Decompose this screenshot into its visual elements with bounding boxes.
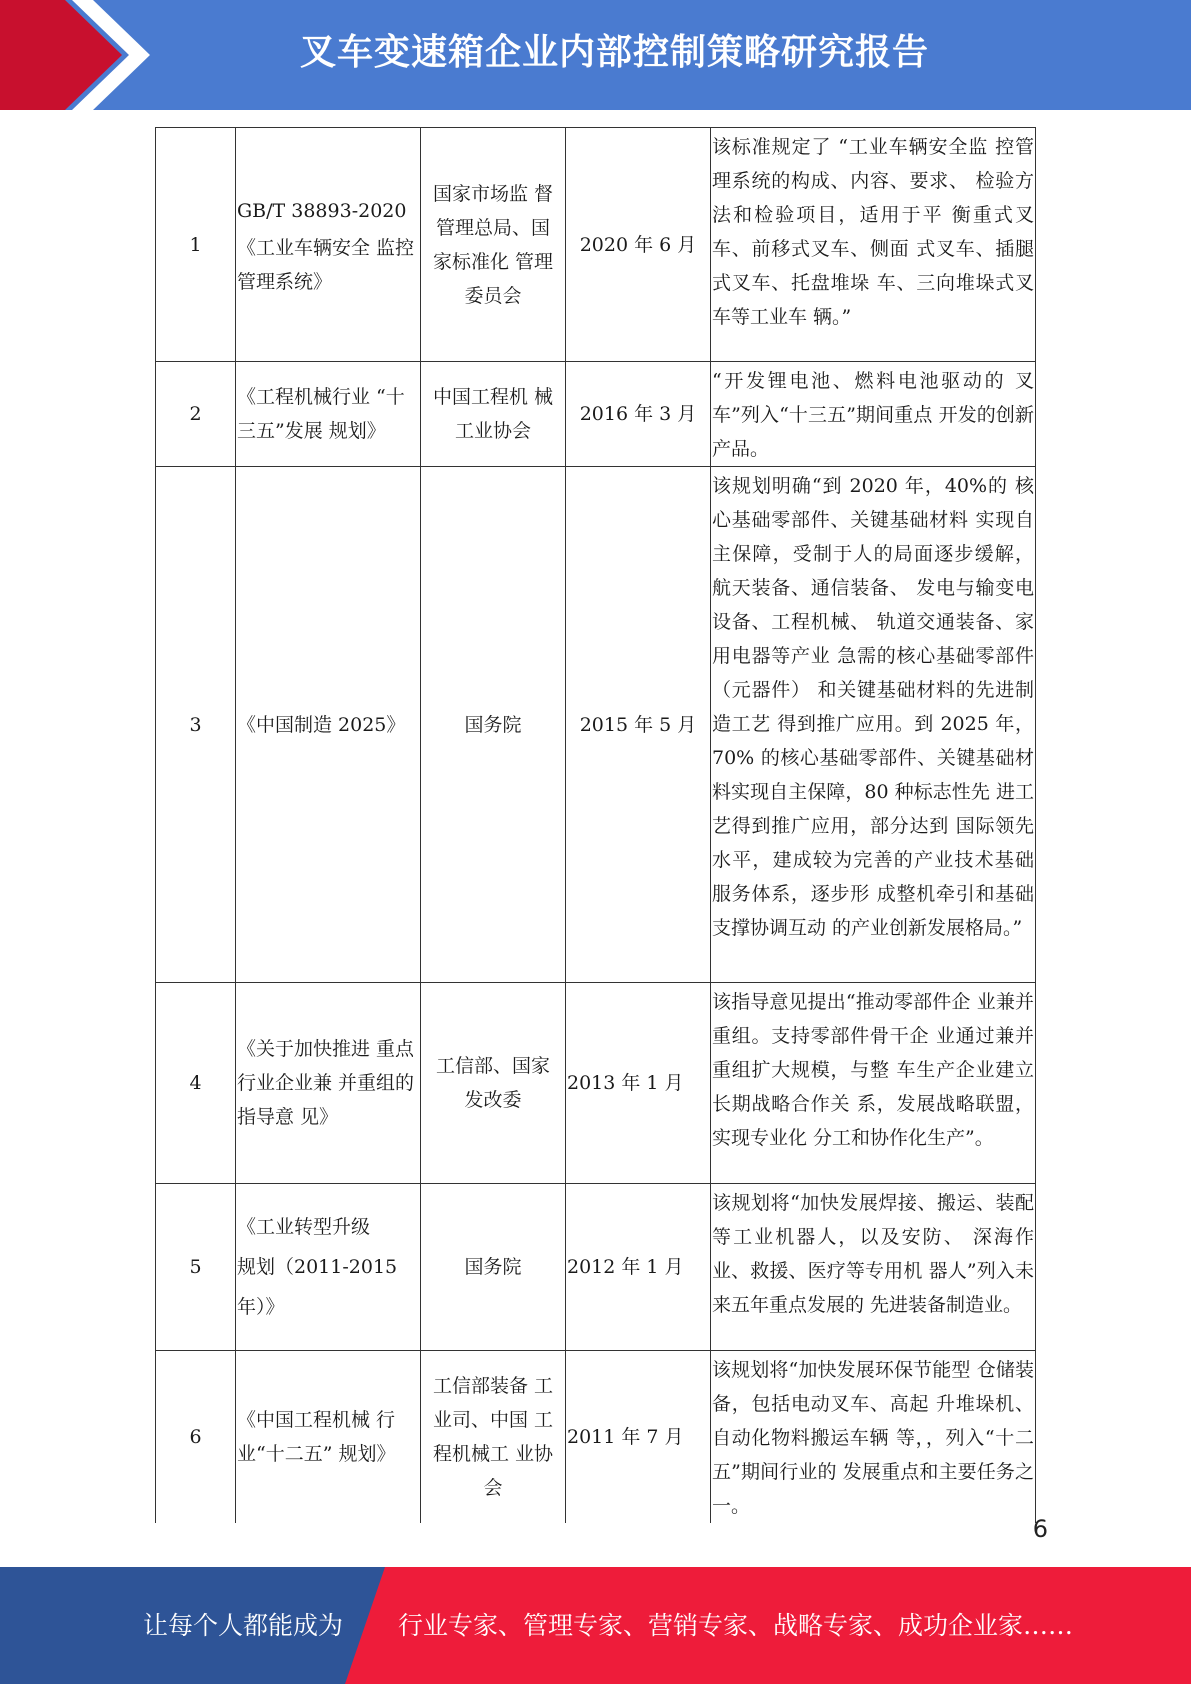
table-row [156,983,1036,1184]
row-number: 1 [156,128,236,362]
policy-name: 《中国制造 2025》 [236,467,421,983]
policy-name-line: 规划（2011-2015 [237,1256,398,1278]
issuing-authority: 国务院 [421,467,566,983]
footer-slogan-left: 让每个人都能成为 [143,1611,344,1640]
issue-date: 2013 年 1 月 [566,983,711,1184]
policy-content: 该指导意见提出“推动零部件企 业兼并重组。支持零部件骨干企 业通过兼并重组扩大规模，与整 车生产企业建立长期战略合作关 系，发展战略联盟，实现专业化 分工和协作化生产”。 [711,983,1036,1184]
issue-date: 2020 年 6 月 [566,128,711,362]
policy-name-line: 《工业车辆安全 监控管理系统》 [237,236,415,293]
header-arrow-decoration [0,0,160,110]
policy-content: “开发锂电池、燃料电池驱动的 叉车”列入“十三五”期间重点 开发的创新产品。 [711,362,1036,467]
row-number: 4 [156,983,236,1184]
issue-date: 2015 年 5 月 [566,467,711,983]
table-row [156,1184,1036,1351]
issue-date: 2011 年 7 月 [566,1351,711,1524]
policy-name-line: 年）》 [237,1296,285,1318]
policy-name: 《关于加快推进 重点行业企业兼 并重组的指导意 见》 [236,983,421,1184]
footer-slogan-right: 行业专家、管理专家、营销专家、战略专家、成功企业家…… [398,1611,1074,1640]
table-row [156,467,1036,983]
policy-name-line: GB/T 38893-2020 [237,199,407,222]
issuing-authority: 工信部装备 工业司、中国 工程机械工 业协会 [421,1351,566,1524]
issuing-authority: 国务院 [421,1184,566,1351]
issue-date: 2016 年 3 月 [566,362,711,467]
issuing-authority: 中国工程机 械工业协会 [421,362,566,467]
policy-content: 该标准规定了 “工业车辆安全监 控管理系统的构成、内容、要求、 检验方法和检验项目，适用于平 衡重式叉车、前移式叉车、侧面 式叉车、插腿式叉车、托盘堆垛 车、三向堆垛式叉车等工业车 辆。” [711,128,1036,362]
policy-name [236,128,421,362]
policy-table [155,127,1036,1523]
issue-date: 2012 年 1 月 [566,1184,711,1351]
row-number: 5 [156,1184,236,1351]
policy-content: 该规划将“加快发展焊接、搬运、装配等工业机器人，以及安防、 深海作业、救援、医疗等专用机 器人”列入未来五年重点发展的 先进装备制造业。 [711,1184,1036,1351]
table-row [156,362,1036,467]
footer-band [0,1567,1191,1684]
policy-name: 《工程机械行业 “十三五”发展 规划》 [236,362,421,467]
policy-name-line: 《工业转型升级 [237,1216,371,1238]
issuing-authority: 国家市场监 督管理总局、国家标准化 管理委员会 [421,128,566,362]
policy-content: 该规划明确“到 2020 年，40%的 核心基础零部件、关键基础材料 实现自主保障，受制于人的局面逐步缓解，航天装备、通信装备、 发电与输变电设备、工程机械、 轨道交通装备、家用电器等产业 急需的核心基础零部件（元器件） 和关键基础材料的先进制造工艺 得到推广应用。到 2025 年，70% 的核心基础零部件、关键基础材 料实现自主保障，80 种标志性先 进工艺得到推广应用，部分达到 国际领先水平，建成较为完善的产业技术基础服务体系，逐步形 成整机牵引和基础支撑协调互动 的产业创新发展格局。” [711,467,1036,983]
row-number: 3 [156,467,236,983]
policy-name [236,1184,421,1351]
policy-name: 《中国工程机械 行业“十二五” 规划》 [236,1351,421,1524]
table-row [156,128,1036,362]
row-number: 6 [156,1351,236,1524]
page-number: 6 [1032,1515,1048,1543]
header-band [0,0,1191,110]
table-row [156,1351,1036,1524]
row-number: 2 [156,362,236,467]
policy-content: 该规划将“加快发展环保节能型 仓储装备，包括电动叉车、高起 升堆垛机、自动化物料搬运车辆 等，，列入“十二五”期间行业的 发展重点和主要任务之一。 [711,1351,1036,1524]
report-title: 叉车变速箱企业内部控制策略研究报告 [300,32,930,73]
issuing-authority: 工信部、国家发改委 [421,983,566,1184]
